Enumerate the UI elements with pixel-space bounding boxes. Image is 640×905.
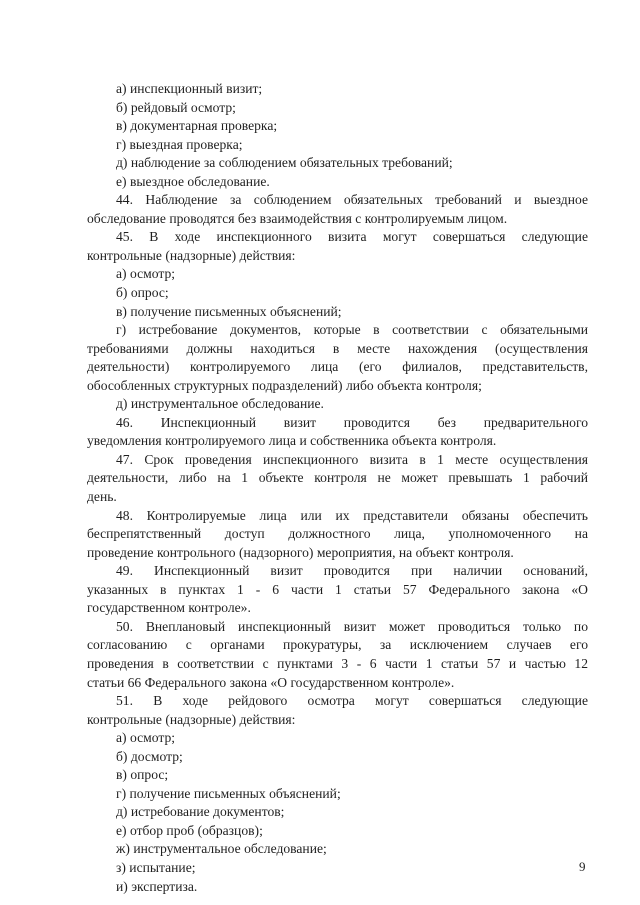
- text-line: г) выездная проверка;: [116, 136, 243, 152]
- text-line: контрольные (надзорные) действия:: [87, 711, 296, 727]
- text-line: и) экспертиза.: [116, 878, 198, 894]
- text-line: требованиями должны находиться в месте нахождения (осуществления: [87, 340, 588, 356]
- text-line: е) выездное обследование.: [116, 173, 270, 189]
- text-line: 51. В ходе рейдового осмотра могут совершаться следующие: [116, 693, 588, 709]
- text-line: 49. Инспекционный визит проводится при наличии оснований,: [116, 563, 588, 579]
- text-line: г) получение письменных объяснений;: [116, 785, 341, 801]
- text-line: б) досмотр;: [116, 748, 183, 764]
- text-line: согласованию с органами прокуратуры, за исключением случаев его: [87, 637, 588, 653]
- text-line: деятельности, либо на 1 объекте контроля не может превышать 1 рабочий: [87, 470, 588, 486]
- text-line: д) наблюдение за соблюдением обязательных требований;: [116, 155, 453, 171]
- text-line: контрольные (надзорные) действия:: [87, 247, 296, 263]
- text-line: в) документарная проверка;: [116, 118, 278, 134]
- text-line: проведение контрольного (надзорного) мероприятия, на объект контроля.: [87, 544, 514, 560]
- text-line: 50. Внеплановый инспекционный визит может проводиться только по: [116, 618, 588, 634]
- text-line: д) истребование документов;: [116, 804, 285, 820]
- text-line: б) рейдовый осмотр;: [116, 99, 236, 115]
- text-line: 48. Контролируемые лица или их представители обязаны обеспечить: [116, 507, 588, 523]
- text-line: г) истребование документов, которые в соответствии с обязательными: [116, 322, 588, 338]
- text-line: д) инструментальное обследование.: [116, 396, 324, 412]
- text-line: беспрепятственный доступ должностного лица, уполномоченного на: [87, 526, 588, 542]
- text-line: статьи 66 Федерального закона «О государственном контроле».: [87, 674, 455, 690]
- text-line: уведомления контролируемого лица и собственника объекта контроля.: [87, 433, 497, 449]
- text-line: а) инспекционный визит;: [116, 81, 263, 96]
- text-line: 47. Срок проведения инспекционного визита в 1 месте осуществления: [116, 451, 588, 467]
- text-line: деятельности) контролируемого лица (его филиалов, представительств,: [87, 359, 588, 375]
- text-line: 46. Инспекционный визит проводится без предварительного: [116, 414, 588, 430]
- page-number: 9: [579, 859, 586, 874]
- text-line: 45. В ходе инспекционного визита могут совершаться следующие: [116, 229, 588, 245]
- text-line: в) опрос;: [116, 767, 169, 783]
- text-line: государственном контроле».: [87, 600, 251, 616]
- text-line: 44. Наблюдение за соблюдением обязательных требований и выездное: [116, 192, 588, 208]
- text-line: е) отбор проб (образцов);: [116, 822, 263, 838]
- text-line: в) получение письменных объяснений;: [116, 303, 342, 319]
- text-line: ж) инструментальное обследование;: [116, 841, 327, 857]
- text-line: день.: [87, 489, 117, 505]
- body-text: [87, 80, 588, 896]
- text-line: з) испытание;: [116, 859, 196, 875]
- text-line: указанных в пунктах 1 - 6 части 1 статьи 57 Федерального закона «О: [87, 581, 588, 597]
- text-line: обследование проводятся без взаимодействия с контролируемым лицом.: [87, 210, 508, 226]
- text-line: проведения в соответствии с пунктами 3 - 6 части 1 статьи 57 и частью 12: [87, 655, 588, 671]
- text-line: обособленных структурных подразделений) либо объекта контроля;: [87, 377, 482, 393]
- text-line: а) осмотр;: [116, 730, 176, 746]
- text-line: а) осмотр;: [116, 266, 176, 282]
- text-line: б) опрос;: [116, 285, 169, 301]
